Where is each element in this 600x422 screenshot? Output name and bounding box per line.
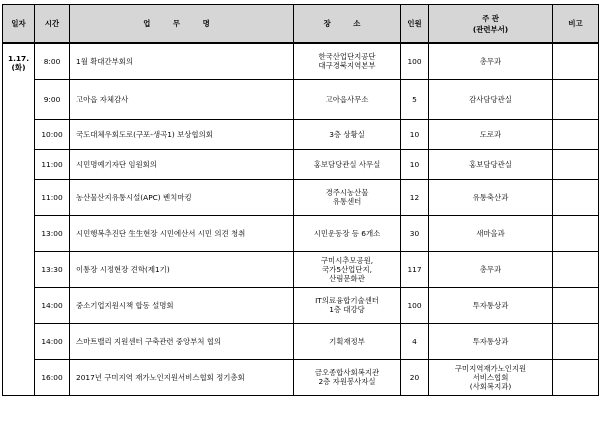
note-cell [553,251,599,287]
title-cell: 농산물산지유통시설(APC) 벤치마킹 [70,179,294,215]
place-line: 산림문화관 [329,273,365,283]
org-line: 구미지역재가노인지원 [454,363,527,373]
people-cell: 30 [401,215,429,251]
org-line: 투자통상과 [472,300,509,310]
people-cell: 12 [401,179,429,215]
place-cell [294,43,401,79]
title-cell: 시민명예기자단 임원회의 [70,149,294,179]
place-cell [294,215,401,251]
org-cell [429,323,553,359]
time-cell: 14:00 [35,323,70,359]
org-cell [429,287,553,323]
table-row [3,323,599,359]
place-line: 기획재정부 [329,336,365,346]
note-cell [553,215,599,251]
table-row [3,359,599,395]
place-line: 시민운동장 등 6개소 [313,228,381,238]
org-cell [429,359,553,395]
place-line: 2층 자원봉사자실 [318,377,376,386]
place-line: 국가5산업단지, [322,264,372,274]
note-cell [553,149,599,179]
org-line: 총무과 [479,56,502,66]
people-cell: 10 [401,149,429,179]
place-line: 3층 상황실 [329,129,365,139]
people-cell: 100 [401,43,429,79]
place-line: 대구경북지역본부 [318,61,376,71]
place-cell [294,359,401,395]
header-title: 업 무 명 [70,5,294,44]
time-cell: 10:00 [35,119,70,149]
place-cell [294,179,401,215]
org-cell [429,179,553,215]
time-cell: 14:00 [35,287,70,323]
table-row [3,43,599,79]
place-line: 고아읍사무소 [325,94,369,104]
header-org-main: 주 관 [482,13,499,23]
place-cell [294,79,401,119]
header-people: 인원 [401,5,429,44]
place-line: 한국산업단지공단 [318,52,376,62]
people-cell: 100 [401,287,429,323]
header-place: 장 소 [294,5,401,44]
org-cell [429,79,553,119]
time-cell: 11:00 [35,149,70,179]
header-row [3,5,599,44]
org-line: 감사담당관실 [469,94,512,104]
org-cell [429,149,553,179]
time-cell: 13:30 [35,251,70,287]
place-line: 유통센터 [332,197,362,206]
table-row [3,119,599,149]
note-cell [553,323,599,359]
header-org-sub: (관련부서) [472,24,509,34]
place-line: 금오종합사회복지관 [314,368,380,377]
org-line: 홍보담당관실 [469,159,512,169]
place-cell [294,251,401,287]
place-line: 경주시농산물 [325,188,369,197]
table-row [3,251,599,287]
org-line: 총무과 [479,264,502,274]
title-cell: 스마트밸리 지원센터 구축관련 중앙부처 협의 [70,323,294,359]
people-cell: 117 [401,251,429,287]
people-cell: 4 [401,323,429,359]
place-line: 1층 대강당 [329,305,365,314]
org-cell [429,119,553,149]
title-cell: 1월 확대간부회의 [70,43,294,79]
time-cell: 8:00 [35,43,70,79]
table-row [3,287,599,323]
date-line2: (화) [11,63,26,72]
title-cell: 고아읍 자체감사 [70,79,294,119]
schedule-table [2,4,599,396]
org-line: (사회복지과) [469,381,512,391]
place-line: 구미시추모공원, [320,255,374,265]
place-line: IT의료융합기술센터 [315,296,379,305]
header-org [429,5,553,44]
place-cell [294,287,401,323]
time-cell: 16:00 [35,359,70,395]
time-cell: 9:00 [35,79,70,119]
date-line1: 1.17. [7,54,30,63]
title-cell: 2017년 구미지역 재가노인지원서비스협회 정기총회 [70,359,294,395]
org-cell [429,43,553,79]
note-cell [553,79,599,119]
note-cell [553,287,599,323]
place-line: 홍보담당관실 사무실 [313,159,381,169]
header-note: 비고 [553,5,599,44]
org-line: 도로과 [479,129,502,139]
title-cell: 이통장 시정현장 견학(제1기) [70,251,294,287]
note-cell [553,359,599,395]
org-line: 서비스협회 [472,372,509,382]
title-cell: 국도대체우회도로(구포-생곡1) 보상협의회 [70,119,294,149]
org-line: 새마을과 [476,228,505,238]
time-cell: 13:00 [35,215,70,251]
place-cell [294,149,401,179]
table-row [3,215,599,251]
header-date: 일자 [3,5,35,44]
schedule-sheet [2,4,598,396]
note-cell [553,43,599,79]
title-cell: 시민행복추진단 生生현장 시민에산서 시민 의견 청취 [70,215,294,251]
title-cell: 중소기업지원시책 합동 설명회 [70,287,294,323]
note-cell [553,119,599,149]
people-cell: 20 [401,359,429,395]
org-cell [429,251,553,287]
place-cell [294,323,401,359]
people-cell: 10 [401,119,429,149]
org-line: 투자통상과 [472,336,509,346]
org-cell [429,215,553,251]
table-row [3,149,599,179]
people-cell: 5 [401,79,429,119]
note-cell [553,179,599,215]
place-cell [294,119,401,149]
header-time: 시간 [35,5,70,44]
org-line: 유통축산과 [472,192,509,202]
time-cell: 11:00 [35,179,70,215]
table-row [3,179,599,215]
table-row [3,79,599,119]
date-cell [3,43,35,395]
